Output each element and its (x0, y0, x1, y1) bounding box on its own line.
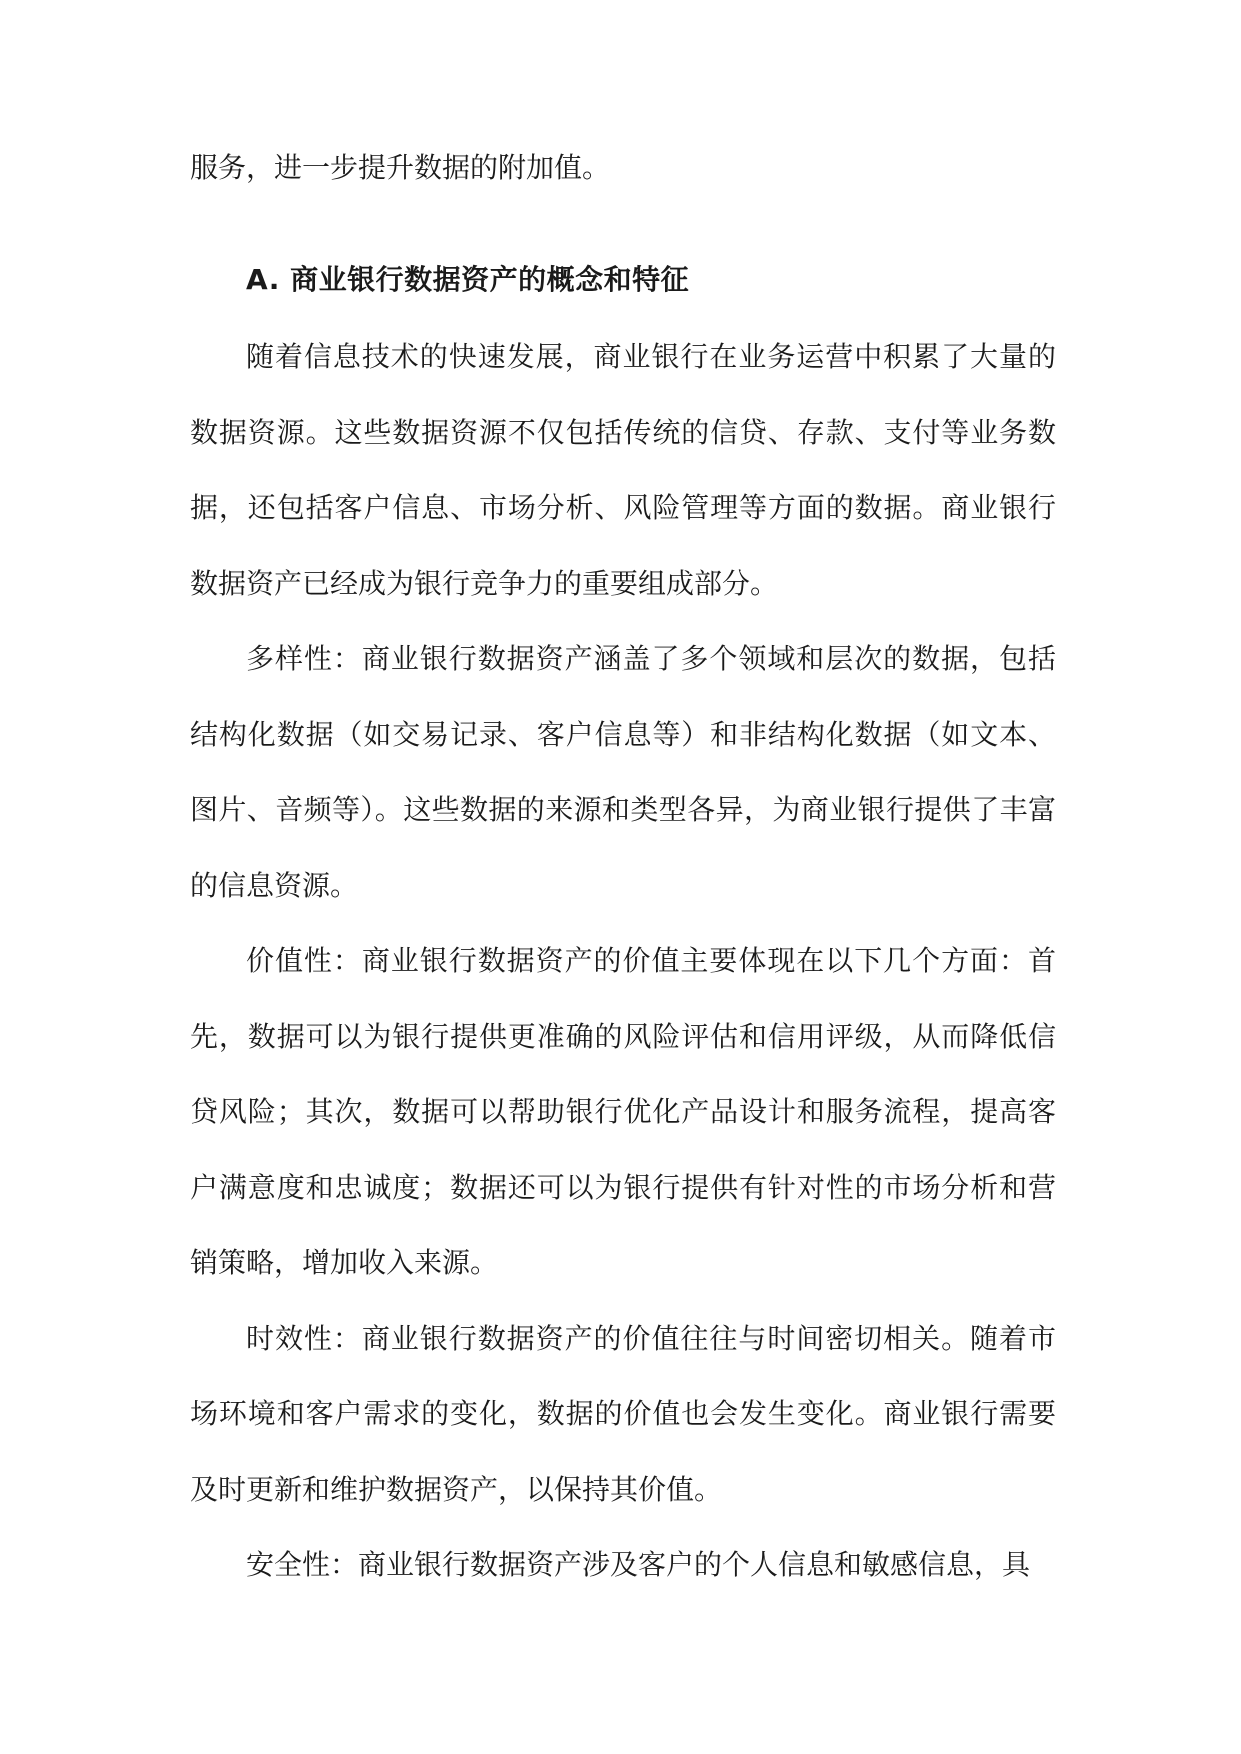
paragraph-diversity: 多样性：商业银行数据资产涵盖了多个领域和层次的数据，包括结构化数据（如交易记录、客户信息等）和非结构化数据（如文本、图片、音频等）。这些数据的来源和类型各异，为商业银行提供了丰富的信息资源。 (190, 642, 1056, 902)
paragraph-security: 安全性：商业银行数据资产涉及客户的个人信息和敏感信息，具 (246, 1548, 1031, 1581)
paragraph-timeliness: 时效性：商业银行数据资产的价值往往与时间密切相关。随着市场环境和客户需求的变化，数据的价值也会发生变化。商业银行需要及时更新和维护数据资产，以保持其价值。 (190, 1321, 1056, 1506)
continuation-paragraph: 服务，进一步提升数据的附加值。 (190, 151, 611, 184)
section-heading: A. 商业银行数据资产的概念和特征 (246, 262, 690, 296)
paragraph-value: 价值性：商业银行数据资产的价值主要体现在以下几个方面：首先，数据可以为银行提供更准确的风险评估和信用评级，从而降低信贷风险；其次，数据可以帮助银行优化产品设计和服务流程，提高客户满意度和忠诚度；数据还可以为银行提供有针对性的市场分析和营销策略，增加收入来源。 (190, 944, 1056, 1279)
document-body (190, 130, 1056, 1603)
paragraph-intro: 随着信息技术的快速发展，商业银行在业务运营中积累了大量的数据资源。这些数据资源不仅包括传统的信贷、存款、支付等业务数据，还包括客户信息、市场分析、风险管理等方面的数据。商业银行数据资产已经成为银行竞争力的重要组成部分。 (190, 340, 1056, 600)
